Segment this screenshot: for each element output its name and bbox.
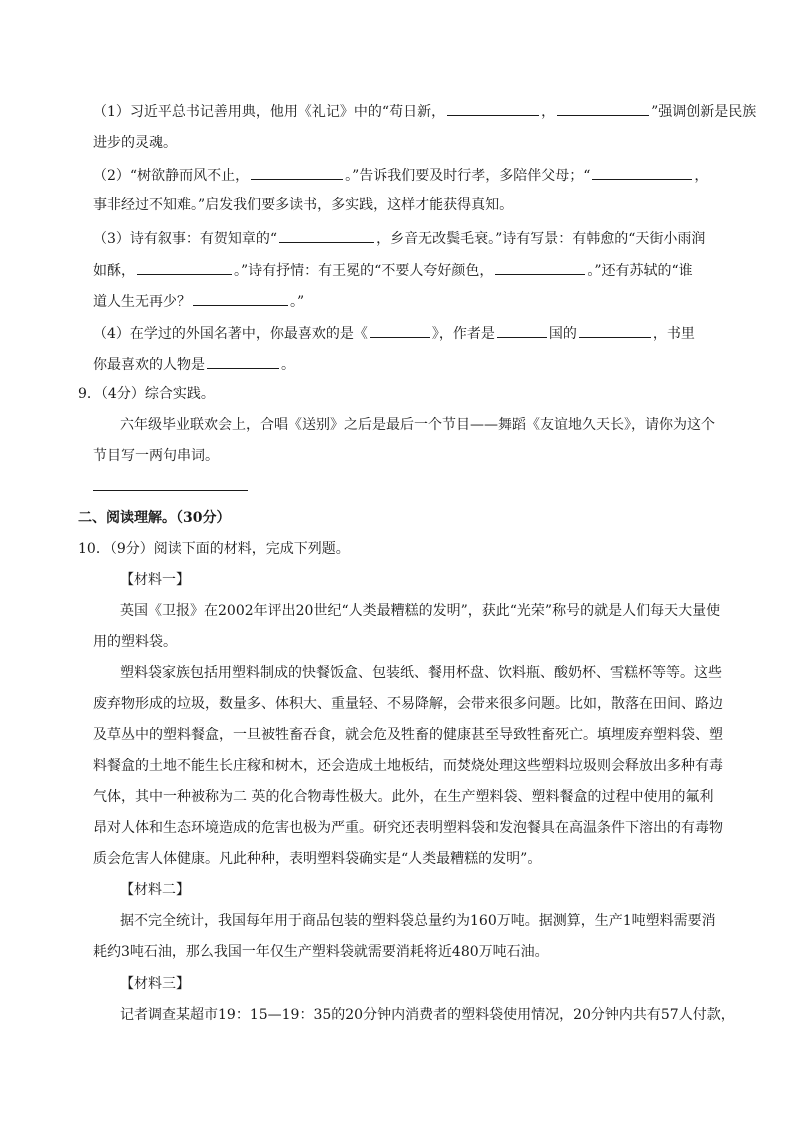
q8-item-4-text-2: 你最喜欢的人物是 xyxy=(93,357,205,373)
answer-blank[interactable] xyxy=(495,260,585,275)
answer-blank[interactable] xyxy=(207,354,279,369)
q8-item-3-text-2: 如酥， xyxy=(93,263,135,279)
answer-blank[interactable] xyxy=(592,165,692,180)
q8-item-4-text: （4）在学过的外国名著中，你最喜欢的是《 xyxy=(93,326,368,342)
q8-item-1-line-1 xyxy=(93,101,756,121)
q8-item-2-comma: ， xyxy=(694,168,709,184)
material-3-title: 【材料三】 xyxy=(120,976,190,992)
material-1-line: 质会危害人体健康。凡此种种，表明塑料袋确实是“人类最糟糕的发明”。 xyxy=(93,851,542,867)
answer-blank[interactable] xyxy=(251,165,343,180)
q8-item-1-comma: ， xyxy=(541,104,556,120)
material-1-line: 及草丛中的塑料餐盒，一旦被牲畜吞食，就会危及牲畜的健康甚至导致牲畜死亡。填埋废弃塑料袋、塑 xyxy=(93,727,723,743)
answer-blank[interactable] xyxy=(137,260,232,275)
q8-item-4-line-1 xyxy=(93,323,695,343)
q8-item-2-continuation: 事非经过不知难。”启发我们要多读书，多实践，这样才能获得真知。 xyxy=(93,197,514,213)
q9-heading: 9．（4分）综合实践。 xyxy=(78,386,215,402)
material-2-title: 【材料二】 xyxy=(120,882,190,898)
q9-prompt-line-2: 节目写一两句串词。 xyxy=(93,448,219,464)
q8-item-4-text-mid: 》，作者是 xyxy=(431,326,495,342)
q8-item-2-line-1 xyxy=(93,165,708,185)
material-1-line: 塑料袋家族包括用塑料制成的快餐饭盒、包装纸、餐用杯盘、饮料瓶、酸奶杯、雪糕杯等等。这些 xyxy=(120,665,722,681)
q10-heading: 10．（9分）阅读下面的材料，完成下列题。 xyxy=(78,541,350,557)
answer-blank[interactable] xyxy=(279,228,374,243)
material-1-line: 气体，其中一种被称为二 英的化合物毒性极大。此外，在生产塑料袋、塑料餐盒的过程中使用的氟利 xyxy=(93,789,714,805)
q8-item-3-text-6: 。” xyxy=(290,294,305,310)
q9-answer-line[interactable] xyxy=(93,490,248,491)
q8-item-2-text: （2）“树欲静而风不止， xyxy=(93,168,250,184)
q8-item-3-text: （3）诗有叙事：有贺知章的“ xyxy=(93,231,278,247)
answer-blank[interactable] xyxy=(193,291,288,306)
answer-blank[interactable] xyxy=(447,101,539,116)
answer-blank[interactable] xyxy=(370,323,430,338)
material-1-line: 昂对人体和生态环境造成的危害也极为严重。研究还表明塑料袋和发泡餐具在高温条件下溶出的有毒物 xyxy=(93,820,723,836)
q8-item-4-period: 。 xyxy=(281,357,295,373)
q8-item-1-line-2 xyxy=(93,134,177,152)
material-1-line: 料餐盒的土地不能生长庄稼和树木，还会造成土地板结，而焚烧处理这些塑料垃圾则会释放出多种有毒 xyxy=(93,758,723,774)
material-1-title: 【材料一】 xyxy=(120,572,190,588)
q9-prompt-line-1: 六年级毕业联欢会上，合唱《送别》之后是最后一个节目——舞蹈《友谊地久天长》，请你为这个 xyxy=(120,417,715,433)
q8-item-1-text-end: ”强调创新是民族 xyxy=(651,104,757,120)
material-1-line: 英国《卫报》在2002年评出20世纪“人类最糟糕的发明”，获此“光荣”称号的就是人们每天大量使 xyxy=(120,603,721,619)
q8-item-3-line-2 xyxy=(93,260,693,280)
answer-blank[interactable] xyxy=(579,323,651,338)
answer-blank[interactable] xyxy=(557,101,649,116)
q8-item-4-text-mid-2: 国的 xyxy=(548,326,577,342)
q8-item-3-line-1 xyxy=(93,228,705,248)
q8-item-4-line-2 xyxy=(93,354,295,374)
material-2-line: 耗约3吨石油，那么我国一年仅生产塑料袋就需要消耗将近480万吨石油。 xyxy=(93,944,549,960)
q8-item-3-line-3 xyxy=(93,291,304,311)
q8-item-1-continuation: 进步的灵魂。 xyxy=(93,135,177,151)
q8-item-3-text-mid: ，乡音无改鬓毛衰。”诗有写景：有韩愈的“天街小雨润 xyxy=(376,231,706,247)
q8-item-3-text-5: 道人生无再少？ xyxy=(93,294,191,310)
q8-item-2-text-mid: 。”告诉我们要及时行孝，多陪伴父母；“ xyxy=(345,168,591,184)
section-heading-reading: 二、阅读理解。（30分） xyxy=(78,510,231,526)
q8-item-4-text-end: ，书里 xyxy=(652,326,695,342)
material-1-line: 废弃物形成的垃圾，数量多、体积大、重量轻、不易降解，会带来很多问题。比如，散落在田间、路边 xyxy=(93,696,723,712)
material-1-line: 用的塑料袋。 xyxy=(93,634,177,650)
q8-item-1-text: （1）习近平总书记善用典，他用《礼记》中的“苟日新， xyxy=(93,104,446,120)
q8-item-2-line-2 xyxy=(93,196,513,214)
q8-item-3-text-4: 。”还有苏轼的“谁 xyxy=(587,263,693,279)
material-2-line: 据不完全统计，我国每年用于商品包装的塑料袋总量约为160万吨。据测算，生产1吨塑料需要消 xyxy=(120,913,716,929)
answer-blank[interactable] xyxy=(497,323,547,338)
q8-item-3-text-3: 。”诗有抒情：有王冕的“不要人夸好颜色， xyxy=(234,263,494,279)
material-3-line: 记者调查某超市19：15—19：35的20分钟内消费者的塑料袋使用情况，20分钟内共有57人付款， xyxy=(120,1007,735,1023)
